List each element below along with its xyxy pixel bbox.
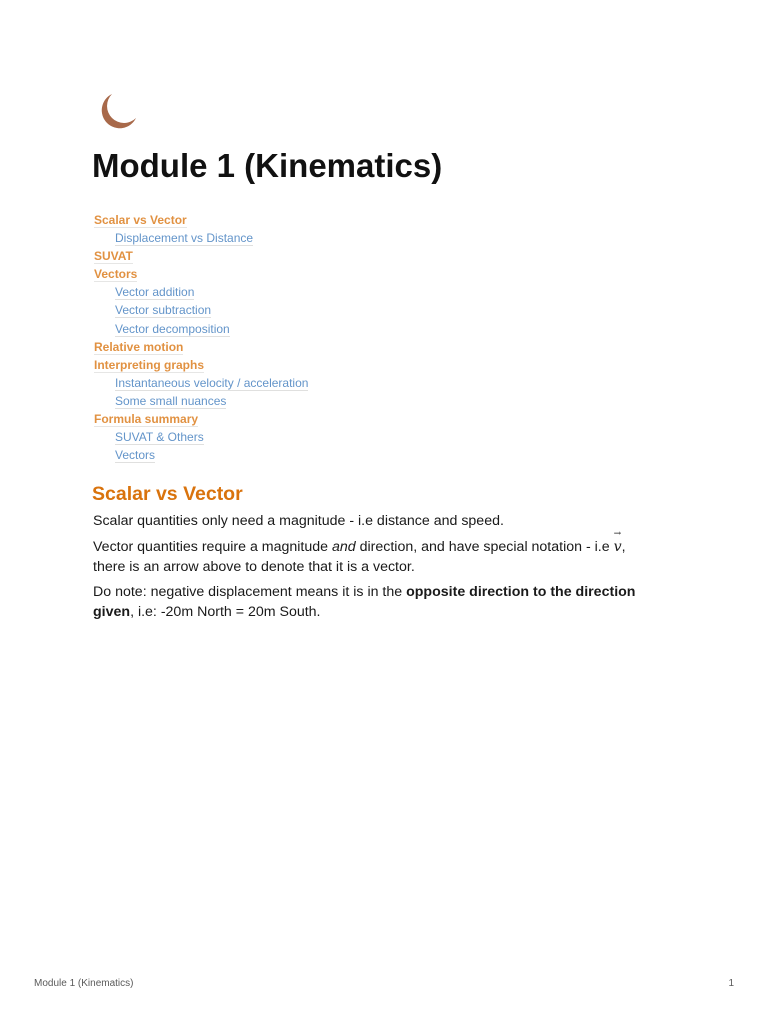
toc-item-interpreting-graphs xyxy=(94,356,654,374)
page-number: 1 xyxy=(728,978,734,989)
section-heading: Scalar vs Vector xyxy=(92,483,243,505)
toc-link[interactable]: Some small nuances xyxy=(115,393,227,408)
bold-text: opposite direction to the direction given xyxy=(93,584,636,620)
text-span: direction, and have special notation - i.e xyxy=(355,539,614,555)
table-of-contents xyxy=(94,211,654,464)
toc-link[interactable]: Scalar vs Vector xyxy=(94,213,187,227)
paragraph-vector xyxy=(93,529,653,577)
toc-link[interactable]: SUVAT & Others xyxy=(115,430,204,445)
toc-link[interactable]: Vectors xyxy=(115,448,156,463)
toc-link[interactable]: Relative motion xyxy=(94,339,184,354)
toc-item-suvat xyxy=(94,247,654,265)
toc-link[interactable]: Vector decomposition xyxy=(115,321,230,336)
paragraph-scalar: Scalar quantities only need a magnitude - i.e distance and speed. xyxy=(93,513,504,529)
toc-item-vector-subtraction xyxy=(94,301,654,319)
toc-link[interactable]: Vector addition xyxy=(115,285,195,300)
text-span: Do note: negative displacement means it is in the xyxy=(93,584,407,600)
toc-item-vector-addition xyxy=(94,283,654,301)
vector-arrow: → xyxy=(613,529,622,539)
toc-item-vector-decomposition xyxy=(94,320,654,338)
toc-item-vectors-formulas xyxy=(94,446,654,464)
toc-link[interactable]: Vectors xyxy=(94,267,138,282)
toc-link[interactable]: Instantaneous velocity / acceleration xyxy=(115,375,309,390)
footer-title: Module 1 (Kinematics) xyxy=(34,978,134,989)
toc-item-suvat-others xyxy=(94,428,654,446)
vector-notation xyxy=(613,529,622,558)
italic-text: and xyxy=(331,539,356,555)
toc-link[interactable]: Interpreting graphs xyxy=(94,357,205,372)
toc-link[interactable]: Formula summary xyxy=(94,412,199,427)
toc-item-vectors xyxy=(94,265,654,283)
text-span: , there is an arrow above to denote that it is a vector. xyxy=(93,539,626,575)
toc-link[interactable]: Vector subtraction xyxy=(115,303,212,318)
toc-item-scalar-vs-vector xyxy=(94,211,654,229)
vector-symbol: v xyxy=(613,539,622,555)
toc-link[interactable]: SUVAT xyxy=(94,249,133,264)
page-title: Module 1 (Kinematics) xyxy=(92,147,443,184)
crescent-moon-icon xyxy=(96,91,138,133)
paragraph-note xyxy=(93,583,653,622)
text-span: Vector quantities require a magnitude xyxy=(93,539,332,555)
toc-item-relative-motion xyxy=(94,338,654,356)
toc-item-formula-summary xyxy=(94,410,654,428)
toc-item-small-nuances xyxy=(94,392,654,410)
text-span: , i.e: -20m North = 20m South. xyxy=(130,603,321,620)
toc-item-displacement-vs-distance xyxy=(94,229,654,247)
toc-link[interactable]: Displacement vs Distance xyxy=(115,231,254,246)
toc-item-instantaneous-velocity xyxy=(94,374,654,392)
